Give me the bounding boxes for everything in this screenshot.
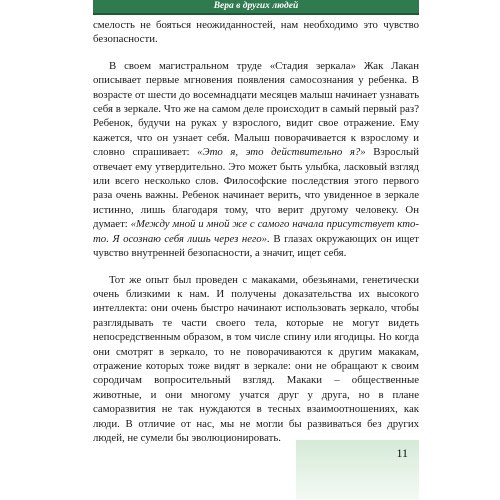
paragraph-2-part-a: В своем магистральном труде «Стадия зеркала» Жак Лакан описывает первые мгновения появления самосознания у ребенка. В возрасте от шести до восемнадцати месяцев малыш начинает узнавать себя в зеркале. Что же на самом деле происходит в самый первый раз? Ребенок, будучи на руках у взрослого, видит свое отражение. Ему кажется, что он узнает себя. Малыш поворачивается к взрослому и словно спрашивает: bbox=[93, 59, 419, 159]
paragraph-2 bbox=[93, 59, 419, 261]
running-header-title: Вера в других людей bbox=[213, 1, 299, 11]
paragraph-3: Тот же опыт был проведен с макаками, обезьянами, генетически очень близкими к нам. И получены доказательства их высокого интеллекта: они очень быстро начинают использовать зеркало, чтобы разглядывать те части своего тела, которые не могут видеть непосредственным образом, в том числе спину или ягодицы. Но когда они смотрят в зеркало, то не поворачиваются к другим макакам, отражение которых тоже видят в зеркале: они не обращают к своим сородичам вопросительный взгляд. Макаки – общественные животные, и они многому учатся друг у друга, но в плане саморазвития не так нуждаются в тесных взаимоотношениях, как люди. В отличие от нас, мы не могли бы развиваться без других людей, не сумели бы эволюционировать. bbox=[93, 273, 419, 444]
paragraph-2-quote-1: «Это я, это действительно я?» bbox=[197, 146, 366, 159]
paragraph-2-part-b: Взрослый отвечает ему утвердительно. Это может быть улыбка, ласковый взгляд или всего несколько слов. Философские последствия этого первого раза очень важны. Ребенок начинает верить, что увиденное в зеркале истинно, лишь благодаря тому, что верит другому человеку. Он думает: bbox=[93, 146, 419, 231]
running-header bbox=[93, 0, 419, 15]
paragraph-2-part-c: В глазах окружающих он ищет чувство внутренней безопасности, а значит, ищет себя. bbox=[93, 232, 419, 260]
page-number: 11 bbox=[396, 446, 408, 460]
paragraph-1: смелость не бояться неожиданностей, нам необходимо это чувство безопасности. bbox=[93, 19, 419, 46]
page-body bbox=[93, 18, 419, 445]
paragraph-2-quote-2: «Между мной и мной же с самого начала присутствует кто-то. Я осознаю себя лишь через него». bbox=[93, 218, 420, 245]
